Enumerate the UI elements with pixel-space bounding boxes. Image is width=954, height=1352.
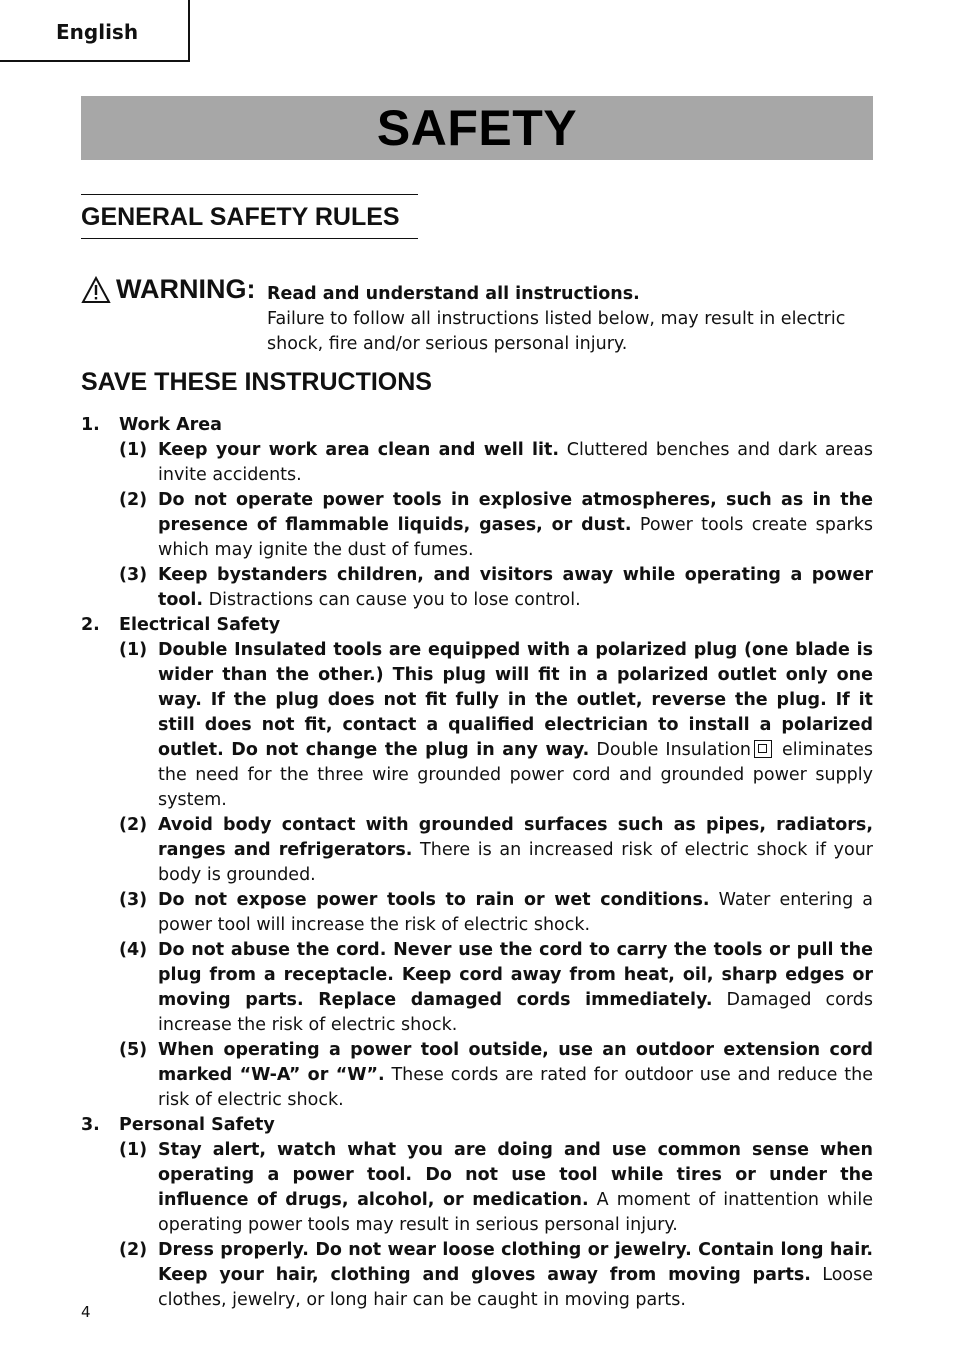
- item-bold: Do not expose power tools to rain or wet conditions.: [158, 890, 710, 910]
- section-heading-text: GENERAL SAFETY RULES: [81, 203, 400, 231]
- item-text: Cluttered benches and dark areas invite accidents.: [158, 440, 873, 485]
- item-text: Power tools create sparks which may ignite the dust of fumes.: [158, 515, 873, 560]
- item-bold: When operating a power tool outside, use an outdoor extension cord marked “W-A” or “W”.: [158, 1040, 873, 1085]
- section-1-heading: [81, 413, 222, 438]
- item-text: These cords are rated for outdoor use and reduce the risk of electric shock.: [158, 1065, 874, 1110]
- list-item: [119, 1138, 873, 1238]
- item-number: (2): [119, 490, 148, 510]
- list-item: [119, 938, 873, 1038]
- page-title: SAFETY: [376, 100, 578, 156]
- item-number: (4): [119, 940, 148, 960]
- warning-heading: [81, 274, 255, 305]
- double-insulation-icon: [754, 740, 772, 758]
- warning-bold: Read and understand all instructions.: [267, 284, 640, 304]
- section-title: Work Area: [119, 415, 222, 435]
- section-title: Electrical Safety: [119, 615, 281, 635]
- item-bold: Stay alert, watch what you are doing and use common sense when operating a power tool. Do not use tool while tires or under the influence of drugs, alcohol, or medication.: [158, 1140, 873, 1210]
- warning-body: Failure to follow all instructions listed below, may result in electric shock, fire and/or serious personal injury.: [267, 309, 846, 354]
- item-number: (5): [119, 1040, 148, 1060]
- item-text: Double Insulation: [589, 740, 751, 760]
- warning-triangle-icon: [81, 276, 111, 304]
- item-number: (2): [119, 815, 148, 835]
- item-bold: Do not operate power tools in explosive atmospheres, such as in the presence of flammable liquids, gases, or dust.: [158, 490, 873, 535]
- item-number: (1): [119, 1140, 148, 1160]
- warning-text: [267, 282, 873, 357]
- list-item: [119, 638, 873, 813]
- item-text-after: eliminates the need for the three wire grounded power cord and grounded power supply system.: [158, 740, 873, 810]
- save-instructions-heading: SAVE THESE INSTRUCTIONS: [81, 368, 432, 396]
- list-item: [119, 438, 873, 488]
- section-3-heading: [81, 1113, 275, 1138]
- item-text: Water entering a power tool will increase the risk of electric shock.: [158, 890, 874, 935]
- section-number: 3.: [81, 1115, 100, 1135]
- item-bold: Dress properly. Do not wear loose clothing or jewelry. Contain long hair. Keep your hair, clothing and gloves away from moving parts.: [158, 1240, 873, 1285]
- item-bold: Do not abuse the cord. Never use the cord to carry the tools or pull the plug from a receptacle. Keep cord away from heat, oil, sharp edges or moving parts. Replace damaged cords immediately.: [158, 940, 873, 1010]
- list-item: [119, 488, 873, 563]
- warning-label: WARNING:: [116, 274, 256, 304]
- item-bold: Keep your work area clean and well lit.: [158, 440, 560, 460]
- item-bold: Keep bystanders children, and visitors away while operating a power tool.: [158, 565, 873, 610]
- item-number: (1): [119, 440, 148, 460]
- item-number: (3): [119, 890, 148, 910]
- section-heading: [81, 194, 418, 239]
- section-number: 2.: [81, 615, 100, 635]
- list-item: [119, 813, 873, 888]
- item-number: (3): [119, 565, 148, 585]
- section-title: Personal Safety: [119, 1115, 275, 1135]
- list-item: [119, 888, 873, 938]
- language-label: English: [56, 20, 139, 44]
- item-number: (2): [119, 1240, 148, 1260]
- page-number: 4: [81, 1303, 91, 1321]
- list-item: [119, 1038, 873, 1113]
- language-tab: [0, 0, 190, 62]
- item-number: (1): [119, 640, 148, 660]
- list-item: [119, 563, 873, 613]
- item-text: Distractions can cause you to lose control.: [203, 590, 581, 610]
- item-text: There is an increased risk of electric shock if your body is grounded.: [158, 840, 873, 885]
- item-text: Loose clothes, jewelry, or long hair can be caught in moving parts.: [158, 1265, 873, 1310]
- section-2-heading: [81, 613, 280, 638]
- item-bold: Avoid body contact with grounded surfaces such as pipes, radiators, ranges and refrigerators.: [158, 815, 873, 860]
- section-number: 1.: [81, 415, 100, 435]
- item-text: Damaged cords increase the risk of electric shock.: [158, 990, 873, 1035]
- list-item: [119, 1238, 873, 1313]
- title-bar: [81, 96, 873, 160]
- item-bold: Double Insulated tools are equipped with a polarized plug (one blade is wider than the other.) This plug will fit in a polarized outlet only one way. If the plug does not fit fully in the outlet, reverse the plug. If it still does not fit, contact a qualified electrician to install a polarized outlet. Do not change the plug in any way.: [158, 640, 873, 760]
- item-text: A moment of inattention while operating power tools may result in serious personal injury.: [158, 1190, 873, 1235]
